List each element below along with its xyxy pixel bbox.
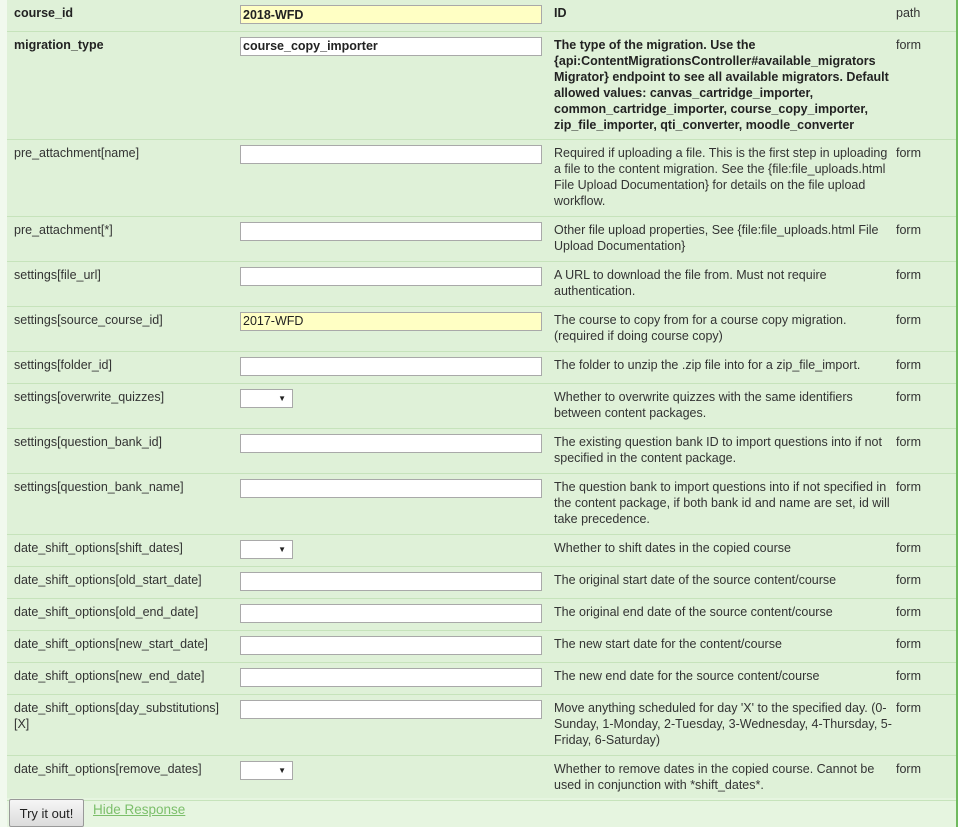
param-row	[7, 755, 956, 800]
param-type: form	[892, 630, 956, 662]
param-description: Whether to overwrite quizzes with the same identifiers between content packages.	[547, 383, 892, 428]
param-type: path	[892, 0, 956, 31]
param-name: settings[folder_id]	[7, 351, 233, 383]
param-type: form	[892, 473, 956, 534]
param-input[interactable]	[240, 37, 542, 56]
param-type: form	[892, 351, 956, 383]
param-name: date_shift_options[remove_dates]	[7, 755, 233, 800]
param-description: The existing question bank ID to import questions into if not specified in the content package.	[547, 428, 892, 473]
param-name: date_shift_options[new_start_date]	[7, 630, 233, 662]
param-name: settings[question_bank_id]	[7, 428, 233, 473]
param-select[interactable]	[240, 540, 293, 559]
param-row	[7, 261, 956, 306]
param-row	[7, 694, 956, 755]
param-row	[7, 598, 956, 630]
param-input[interactable]	[240, 5, 542, 24]
param-value-cell	[233, 694, 547, 755]
param-type: form	[892, 694, 956, 755]
param-row	[7, 351, 956, 383]
param-input[interactable]	[240, 479, 542, 498]
param-description: The type of the migration. Use the {api:ContentMigrationsController#available_migrators Migrator} endpoint to see all available migrators. Default allowed values: canvas_cartridge_importer, common_cartridge_importer, course_copy_importer, zip_file_importer, qti_converter, moodle_converter	[547, 31, 892, 139]
param-type: form	[892, 566, 956, 598]
param-description: The new start date for the content/course	[547, 630, 892, 662]
param-type: form	[892, 261, 956, 306]
param-value-cell	[233, 534, 547, 566]
param-value-cell	[233, 566, 547, 598]
param-input[interactable]	[240, 668, 542, 687]
param-description: Whether to remove dates in the copied course. Cannot be used in conjunction with *shift_dates*.	[547, 755, 892, 800]
param-type: form	[892, 428, 956, 473]
param-row	[7, 662, 956, 694]
param-name: migration_type	[7, 31, 233, 139]
param-description: The new end date for the source content/course	[547, 662, 892, 694]
parameters-table-body	[7, 0, 956, 800]
param-value-cell	[233, 306, 547, 351]
param-value-cell	[233, 662, 547, 694]
param-row	[7, 139, 956, 216]
param-description: The course to copy from for a course copy migration. (required if doing course copy)	[547, 306, 892, 351]
param-value-cell	[233, 216, 547, 261]
param-description: The original start date of the source content/course	[547, 566, 892, 598]
param-type: form	[892, 306, 956, 351]
param-input[interactable]	[240, 604, 542, 623]
param-value-cell	[233, 630, 547, 662]
param-input[interactable]	[240, 572, 542, 591]
param-description: Move anything scheduled for day 'X' to the specified day. (0-Sunday, 1-Monday, 2-Tuesday, 3-Wednesday, 4-Thursday, 5-Friday, 6-Saturday)	[547, 694, 892, 755]
param-input[interactable]	[240, 312, 542, 331]
param-input[interactable]	[240, 267, 542, 286]
parameters-table	[7, 0, 956, 801]
left-edge	[0, 0, 7, 827]
param-name: settings[question_bank_name]	[7, 473, 233, 534]
param-row	[7, 534, 956, 566]
param-type: form	[892, 598, 956, 630]
param-name: settings[overwrite_quizzes]	[7, 383, 233, 428]
param-row	[7, 216, 956, 261]
param-input[interactable]	[240, 700, 542, 719]
param-name: pre_attachment[*]	[7, 216, 233, 261]
param-type: form	[892, 139, 956, 216]
param-row	[7, 566, 956, 598]
param-description: ID	[547, 0, 892, 31]
param-name: date_shift_options[old_end_date]	[7, 598, 233, 630]
param-value-cell	[233, 0, 547, 31]
param-row	[7, 383, 956, 428]
param-name: pre_attachment[name]	[7, 139, 233, 216]
param-input[interactable]	[240, 434, 542, 453]
param-type: form	[892, 755, 956, 800]
dropdown-arrow-icon: ▼	[278, 393, 286, 403]
param-value-cell	[233, 383, 547, 428]
param-select[interactable]	[240, 761, 293, 780]
param-type: form	[892, 31, 956, 139]
param-name: settings[file_url]	[7, 261, 233, 306]
param-description: Required if uploading a file. This is the first step in uploading a file to the content migration. See the {file:file_uploads.html File Upload Documentation} for details on the file upload workflow.	[547, 139, 892, 216]
param-value-cell	[233, 31, 547, 139]
param-value-cell	[233, 261, 547, 306]
param-type: form	[892, 383, 956, 428]
param-type: form	[892, 534, 956, 566]
param-row	[7, 31, 956, 139]
dropdown-arrow-icon: ▼	[278, 544, 286, 554]
param-description: Whether to shift dates in the copied course	[547, 534, 892, 566]
param-row	[7, 473, 956, 534]
param-input[interactable]	[240, 357, 542, 376]
param-value-cell	[233, 598, 547, 630]
param-value-cell	[233, 139, 547, 216]
param-row	[7, 428, 956, 473]
param-input[interactable]	[240, 636, 542, 655]
dropdown-arrow-icon: ▼	[278, 765, 286, 775]
hide-response-link[interactable]: Hide Response	[93, 802, 186, 817]
param-value-cell	[233, 351, 547, 383]
param-row	[7, 630, 956, 662]
param-description: A URL to download the file from. Must not require authentication.	[547, 261, 892, 306]
param-value-cell	[233, 473, 547, 534]
param-type: form	[892, 662, 956, 694]
param-name: course_id	[7, 0, 233, 31]
try-it-out-button[interactable]: Try it out!	[9, 799, 84, 827]
param-value-cell	[233, 428, 547, 473]
param-name: date_shift_options[old_start_date]	[7, 566, 233, 598]
param-name: date_shift_options[shift_dates]	[7, 534, 233, 566]
param-value-cell	[233, 755, 547, 800]
param-description: The original end date of the source content/course	[547, 598, 892, 630]
param-description: The folder to unzip the .zip file into for a zip_file_import.	[547, 351, 892, 383]
param-input[interactable]	[240, 145, 542, 164]
param-description: The question bank to import questions into if not specified in the content package, if both bank id and name are set, id will take precedence.	[547, 473, 892, 534]
param-select[interactable]	[240, 389, 293, 408]
param-name: date_shift_options[day_substitutions][X]	[7, 694, 233, 755]
param-input[interactable]	[240, 222, 542, 241]
param-description: Other file upload properties, See {file:file_uploads.html File Upload Documentation}	[547, 216, 892, 261]
param-row	[7, 0, 956, 31]
param-name: settings[source_course_id]	[7, 306, 233, 351]
param-row	[7, 306, 956, 351]
param-type: form	[892, 216, 956, 261]
param-name: date_shift_options[new_end_date]	[7, 662, 233, 694]
